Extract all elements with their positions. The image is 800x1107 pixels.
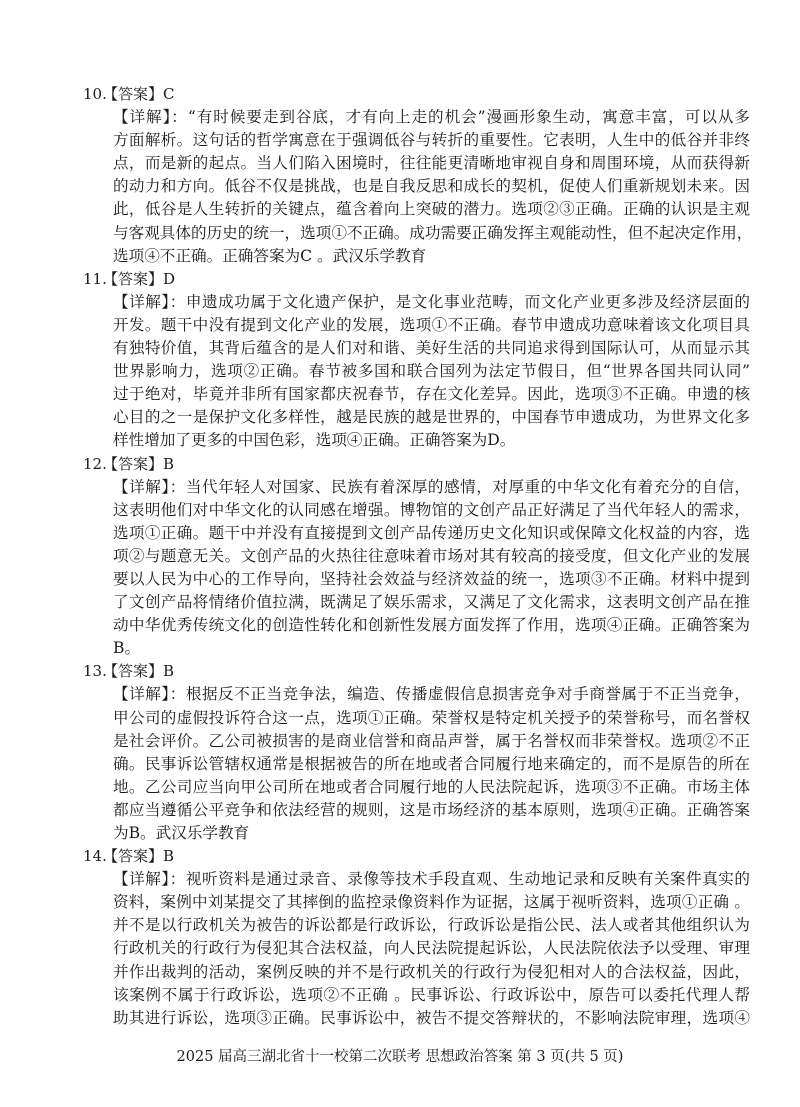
explanation-line: 的动力和方向。低谷不仅是挑战，也是自我反思和成长的契机，促使人们重新规划未来。因 (113, 177, 750, 196)
answer-header (83, 83, 753, 106)
explanation-line: 选项④不正确。正确答案为C 。武汉乐学教育 (113, 246, 427, 265)
question-number: 12. (83, 454, 107, 473)
answer-header (83, 453, 753, 476)
explanation-line: 【详解】：“有时候要走到谷底，才有向上走的机会”漫画形象生动，寓意丰富，可以从多 (113, 108, 750, 127)
explanation-line: 【详解】：视听资料是通过录音、录像等技术手段直观、生动地记录和反映有关案件真实的 (113, 870, 750, 889)
answer-label: 【答案】B (103, 847, 175, 866)
explanation-line: B。 (113, 639, 141, 658)
explanation-line: 要以人民为中心的工作导向，坚持社会效益与经济效益的统一，选项③不正确。材料中提到 (113, 569, 750, 588)
answer-label: 【答案】D (103, 269, 176, 288)
explanation-line: 了文创产品将情绪价值拉满，既满足了娱乐需求，又满足了文化需求，这表明文创产品在推 (113, 593, 750, 612)
question-number: 13. (83, 662, 107, 681)
answer-header (83, 268, 753, 291)
answer-item (83, 268, 753, 453)
explanation-line: 地。乙公司应当向甲公司所在地或者合同履行地的人民法院起诉，选项③不正确。市场主体 (113, 777, 750, 796)
explanation-line: 确。民事诉讼管辖权通常是根据被告的所在地或者合同履行地来确定的，而不是原告的所在 (113, 754, 750, 773)
explanation-line: 世界影响力，选项②正确。春节被多国和联合国列为法定节假日，但“世界各国共同认同” (113, 362, 750, 381)
question-number: 10. (83, 85, 107, 103)
explanation-line: 资料，案例中刘某提交了其摔倒的监控录像资料作为证据，这属于视听资料，选项①正确 。 (113, 893, 750, 912)
explanation-line: 【详解】：根据反不正当竞争法，编造、传播虚假信息损害竞争对手商誉属于不正当竞争， (113, 685, 750, 704)
explanation-line: 开发。题干中没有提到文化产业的发展，选项①不正确。春节申遗成功意味着该文化项目具 (113, 315, 750, 334)
explanation-line: 该案例不属于行政诉讼，选项②不正确 。民事诉讼、行政诉讼中，原告可以委托代理人帮 (113, 985, 750, 1004)
explanation-line: 项②与题意无关。文创产品的火热往往意味着市场对其有较高的接受度，但文化产业的发展 (113, 546, 750, 565)
explanation-line: 为B。武汉乐学教育 (113, 824, 250, 842)
explanation-line: 并作出裁判的活动，案例反映的并不是行政机关的行政行为侵犯相对人的合法权益，因此， (113, 962, 750, 981)
explanation-line: 有独特价值，其背后蕴含的是人们对和谐、美好生活的共同追求得到国际认可，从而显示其 (113, 339, 750, 358)
explanation-line: 动中华优秀传统文化的创造性转化和创新性发展方面发挥了作用，选项④正确。正确答案为 (113, 616, 750, 635)
explanation-line: 助其进行诉讼，选项③正确。民事诉讼中，被告不提交答辩状的，不影响法院审理，选项④ (113, 1008, 750, 1027)
answer-document (83, 83, 753, 1030)
explanation-line: 【详解】：当代年轻人对国家、民族有着深厚的感情，对厚重的中华文化有着充分的自信， (113, 477, 750, 496)
explanation-line: 方面解析。这句话的哲学寓意在于强调低谷与转折的重要性。它表明，人生中的低谷并非终 (113, 131, 750, 150)
explanation-line: 甲公司的虚假投诉符合这一点，选项①正确。荣誉权是特定机关授予的荣誉称号，而名誉权 (113, 708, 750, 727)
explanation-line: 【详解】：申遗成功属于文化遗产保护，是文化事业范畴，而文化产业更多涉及经济层面的 (113, 292, 750, 311)
explanation-line: 与客观具体的历史的统一，选项①不正确。成功需要正确发挥主观能动性，但不起决定作用， (113, 223, 753, 242)
page-footer: 2025 届高三湖北省十一校第二次联考 思想政治答案 第 3 页(共 5 页) (176, 1049, 624, 1065)
answer-item (83, 660, 753, 845)
explanation-line: 选项①正确。题干中并没有直接提到文创产品传递历史文化知识或保障文化权益的内容，选 (113, 523, 750, 542)
explanation-line: 这表明他们对中华文化的认同感在增强。博物馆的文创产品正好满足了当代年轻人的需求， (113, 500, 750, 519)
explanation-line: 过于绝对，毕竟并非所有国家都庆祝春节，存在文化差异。因此，选项③不正确。申遗的核 (113, 385, 750, 404)
explanation-line: 都应当遵循公平竞争和依法经营的规则，这是市场经济的基本原则，选项④正确。正确答案 (113, 800, 750, 819)
answer-item (83, 453, 753, 661)
answer-item (83, 83, 753, 268)
explanation-line: 样性增加了更多的中国色彩，选项④正确。正确答案为D。 (113, 431, 516, 450)
question-number: 14. (83, 847, 107, 866)
answer-item (83, 845, 753, 1030)
answer-header (83, 845, 753, 868)
explanation-line: 行政机关的行政行为侵犯其合法权益，向人民法院提起诉讼，人民法院依法予以受理、审理 (113, 939, 750, 958)
explanation-line: 并不是以行政机关为被告的诉讼都是行政诉讼，行政诉讼是指公民、法人或者其他组织认为 (113, 916, 750, 935)
explanation-line: 是社会评价。乙公司被损害的是商业信誉和商品声誉，属于名誉权而非荣誉权。选项②不正 (113, 731, 750, 750)
explanation-line: 此，低谷是人生转折的关键点，蕴含着向上突破的潜力。选项②③正确。正确的认识是主观 (113, 200, 750, 219)
explanation-line: 点，而是新的起点。当人们陷入困境时，往往能更清晰地审视自身和周围环境，从而获得新 (113, 154, 750, 173)
answer-label: 【答案】B (103, 662, 175, 681)
answer-label: 【答案】C (103, 85, 175, 103)
answer-header (83, 660, 753, 683)
answer-label: 【答案】B (103, 454, 175, 473)
question-number: 11. (83, 269, 107, 288)
explanation-line: 心目的之一是保护文化多样性，越是民族的越是世界的，中国春节申遗成功，为世界文化多 (113, 408, 750, 427)
